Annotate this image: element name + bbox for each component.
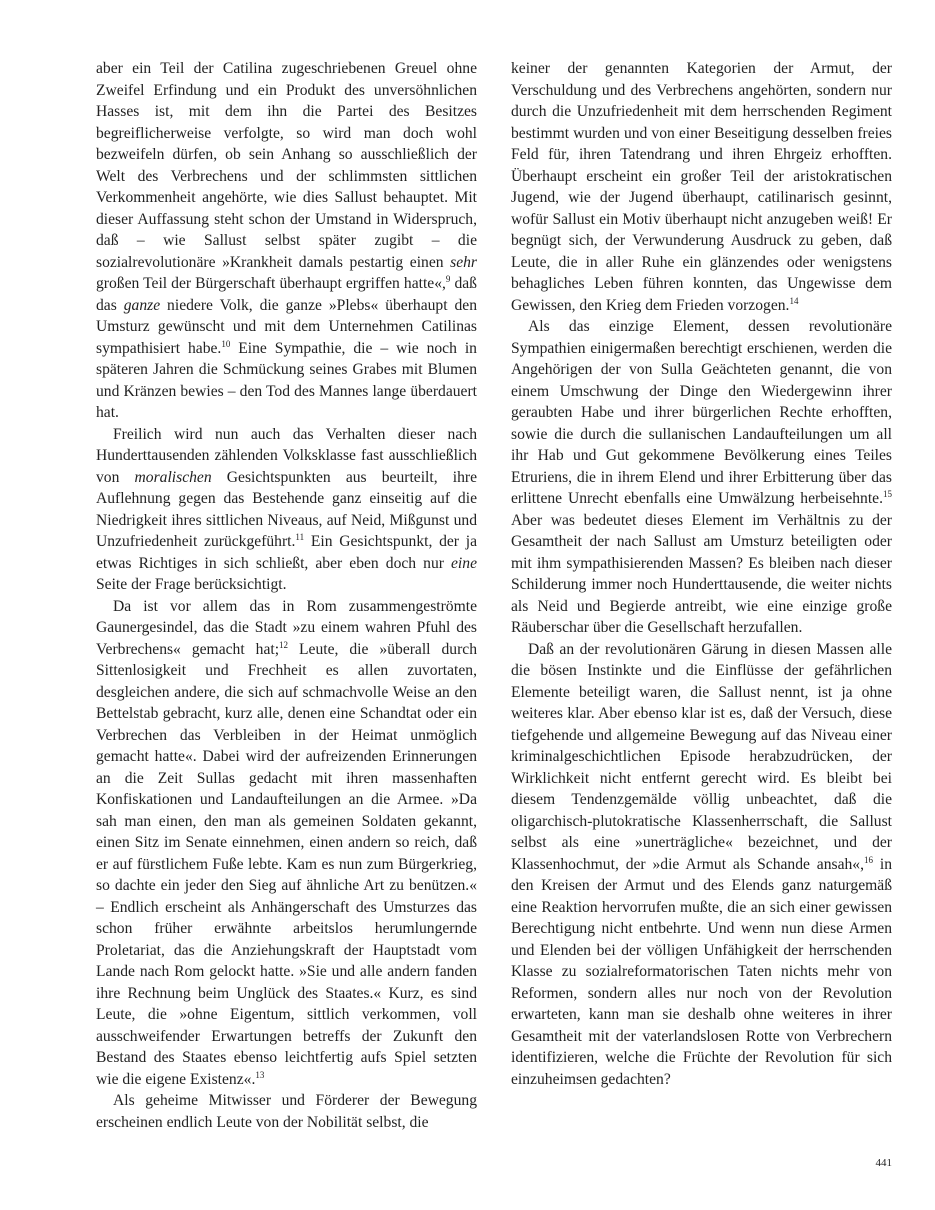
text-run: Aber was bedeutet dieses Element im Verhältnis zu der Gesamtheit der nach Sallust am Umsturz beteiligten oder mit ihm sympathisierenden Massen? Es bleiben nach dieser Schilderung immer noch Hunderttausende, die weiter nichts als Neid und Begierde antreibt, wie eine einzige große Räuberschar über die Gesellschaft herzufallen. <box>511 511 892 636</box>
text-run: aber ein Teil der Catilina zugeschriebenen Greuel ohne Zweifel Erfindung und ein Produkt des unversöhnlichen Hasses ist, mit dem ihn die Partei des Besitzes begreiflicherweise verfolgte, so wird man doch wohl bezweifeln dürfen, ob sein Anhang so ausschließlich der Welt des Verbrechens und der schlimmsten sittlichen Verkommenheit angehörte, wie dies Sallust behauptet. Mit dieser Auffassung steht schon der Umstand in Widerspruch, daß – wie Sallust selbst später zugibt – die sozialrevolutionäre »Krankheit damals pestartig einen <box>96 60 477 271</box>
footnote-ref: 15 <box>883 489 892 499</box>
text-run: Freilich wird nun auch das Verhalten dieser nach Hunderttausenden zählenden Volksklasse fast ausschließlich von <box>96 425 477 486</box>
text-run: in den Kreisen der Armut und des Elends ganz naturgemäß eine Reaktion hervorrufen mußte, die an sich einer gewissen Berechtigung nicht entbehrte. Und wenn nun diese Armen und Elenden bei der völligen Unfähigkeit der herrschenden Klasse zu sozialreformatorischen Taten nichts mehr von Reformen, sondern alles nur noch von der Revolution erwarteten, kann man sie deshalb ohne weiteres in ihrer Gesamtheit mit der vaterlandslosen Rotte von Verbrechern identifizieren, welche die Früchte der Revolution für sich einzuheimsen gedachten? <box>511 855 892 1088</box>
left-paragraph-1 <box>96 58 477 424</box>
emphasis-run: ganze <box>123 296 161 314</box>
text-run: Als das einzige Element, dessen revolutionäre Sympathien einigermaßen berechtigt erschienen, werden die Angehörigen der von Sulla Geächteten genannt, die von einem Umschwung der Dinge den Wiedergewinn ihrer geraubten Habe und ihrer bürgerlichen Rechte erhofften, sowie die durch die sullanischen Landaufteilungen um all ihr Hab und Gut gekommene Bevölkerung eines Teiles Etruriens, die in ihrem Elend und ihrer Erbitterung über das erlittene Unrecht ebenfalls eine Umwälzung herbeisehnte. <box>511 318 892 507</box>
right-paragraph-3 <box>511 639 892 1091</box>
text-run: Leute, die »überall durch Sittenlosigkeit und Frechheit es allen zuvortaten, desgleichen andere, die sich auf schmachvolle Weise an den Bettelstab gebracht, kurz alle, denen eine Schandtat oder ein Verbrechen das Verbleiben in der Heimat unmöglich gemacht hatte«. Dabei wird der aufreizenden Erinnerungen an die Zeit Sullas gedacht mit ihren massenhaften Konfiskationen und Landaufteilungen an die Armee. »Da sah man einen, den man als gemeinen Soldaten gekannt, einen Sitz im Senate einnehmen, einen andern so reich, daß er auf fürstlichem Fuße lebte. Kam es nun zum Bürgerkrieg, so dachte ein jeder den Sieg auf ähnliche Art zu benützen.« – Endlich erscheint als Anhängerschaft des Umsturzes das schon früher erwähnte arbeitslos herumlungernde Proletariat, das die Anziehungskraft der Hauptstadt vom Lande nach Rom gelockt hatte. »Sie und alle andern fanden ihre Rechnung beim Unglück des Staates.« Kurz, es sind Leute, die »ohne Eigentum, sittlich verkommen, voll ausschweifender Erwartungen betreffs der Zukunft den Bestand des Staates ebenso leichtfertig aufs Spiel setzten wie die eigene Existenz«. <box>96 640 478 1088</box>
footnote-ref: 14 <box>789 295 799 306</box>
left-column <box>96 58 477 1133</box>
text-run: niedere Volk, die ganze »Plebs« überhaupt den Umsturz gewünscht und mit dem Unternehmen Catilinas sympathisiert habe. <box>96 296 477 357</box>
footnote-ref: 9 <box>445 274 451 284</box>
text-run: Gesichtspunkten aus beurteilt, ihre Auflehnung gegen das Bestehende ganz einseitig auf die Niedrigkeit ihres sittlichen Niveaus, auf Neid, Mißgunst und Unzufriedenheit zurückgeführt. <box>96 468 477 550</box>
text-run: daß das <box>96 275 477 314</box>
text-run: großen Teil der Bürgerschaft überhaupt ergriffen hatte«, <box>96 275 446 292</box>
right-paragraph-2 <box>511 316 892 639</box>
footnote-ref: 16 <box>864 854 873 865</box>
right-column <box>511 58 892 1090</box>
text-run: Seite der Frage berücksichtigt. <box>96 576 287 593</box>
footnote-ref: 12 <box>279 639 289 650</box>
text-run: Daß an der revolutionären Gärung in diesen Massen alle die bösen Instinkte und die Einflüsse der gefährlichen Elemente beteiligt waren, die Sallust nennt, ist ja ohne weiteres klar. Aber ebenso klar ist es, daß der Versuch, diese tiefgehende und allgemeine Bewegung auf das Niveau einer kriminalgeschichtlichen Episode herabzudrücken, der Wirklichkeit nicht entfernt gerecht wird. Es bleibt bei diesem Tendenzgemälde völlig unbeachtet, daß die oligarchisch-plutokratische Klassenherrschaft, die Sallust selbst als eine »unerträgliche« bezeichnet, und der Klassenhochmut, der »die Armut als Schande ansah«, <box>511 640 892 873</box>
page-number: 441 <box>875 1157 892 1169</box>
right-paragraph-1 <box>511 58 892 316</box>
text-run: Ein Gesichtspunkt, der ja etwas Richtiges in sich schließt, aber eben doch nur <box>96 533 477 572</box>
emphasis-run: eine <box>451 554 477 572</box>
left-paragraph-2 <box>96 424 477 596</box>
text-run: Eine Sympathie, die – wie noch in späteren Jahren die Schmückung seines Grabes mit Blumen und Kränzen bewies – den Tod des Mannes lange überdauert hat. <box>96 339 477 421</box>
text-run: Da ist vor allem das in Rom zusammengeströmte Gaunergesindel, das die Stadt »zu einem wahren Pfuhl des Verbrechens« gemacht hat; <box>96 597 477 658</box>
text-run: Als geheime Mitwisser und Förderer der Bewegung erscheinen endlich Leute von der Nobilität selbst, die <box>96 1092 477 1131</box>
left-paragraph-3 <box>96 596 477 1091</box>
footnote-ref: 11 <box>295 532 305 542</box>
emphasis-run: sehr <box>450 253 477 271</box>
footnote-ref: 10 <box>221 338 231 349</box>
text-run: keiner der genannten Kategorien der Armut, der Verschuldung und des Verbrechens angehörten, sondern nur durch die Unzufriedenheit mit dem herrschenden Regiment bestimmt wurden und von einer Beseitigung desselben freies Feld für, ihren Tatendrang und ihren Ehrgeiz erhofften. Überhaupt erscheint ein großer Teil der aristokratischen Jugend, wie der Jugend überhaupt, catilinarisch gesinnt, wofür Sallust ein Motiv überhaupt nicht anzugeben weiß! Er begnügt sich, der Verwunderung Ausdruck zu geben, daß Leute, die in aller Ruhe ein glänzendes oder wenigstens behagliches Leben führen konnten, das Ungewisse dem Gewissen, den Krieg dem Frieden vorzogen. <box>511 60 892 314</box>
emphasis-run: moralischen <box>134 468 212 486</box>
left-paragraph-4 <box>96 1090 477 1133</box>
footnote-ref: 13 <box>255 1069 265 1080</box>
